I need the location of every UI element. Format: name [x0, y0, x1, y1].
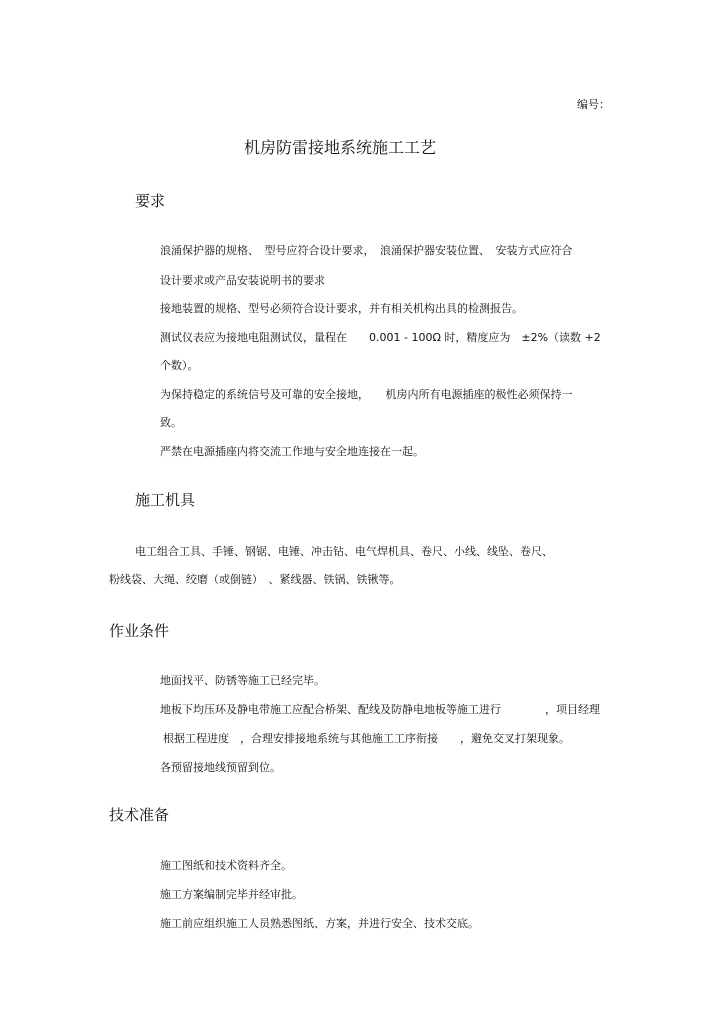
- paragraph-line: 测试仪表应为接地电阻测试仪，量程在 0.001 - 100Ω 时，精度应为 ±2%（读数 +2: [160, 331, 601, 344]
- paragraph-line: 根据工程进度 ，合理安排接地系统与其他施工工序衔接 ，避免交叉打架现象。: [163, 732, 570, 745]
- paragraph-line: 设计要求或产品安装说明书的要求: [160, 274, 325, 287]
- section-heading-requirements: 要求: [135, 192, 166, 210]
- paragraph-line: 地面找平、防锈等施工已经完毕。: [160, 674, 325, 687]
- doc-number-label: 编号：: [577, 98, 610, 111]
- paragraph-line: 浪涌保护器的规格、 型号应符合设计要求， 浪涌保护器安装位置、 安装方式应符合: [160, 244, 573, 257]
- paragraph-line: 地板下均压环及静电带施工应配合桥架、配线及防静电地板等施工进行 ，项目经理: [160, 703, 600, 716]
- paragraph-line: 粉线袋、大绳、绞磨（或倒链） 、紧线器、铁锅、铁锹等。: [109, 573, 401, 586]
- paragraph-line: 施工图纸和技术资料齐全。: [160, 859, 292, 872]
- paragraph-line: 各预留接地线预留到位。: [160, 761, 281, 774]
- section-heading-work-conditions: 作业条件: [109, 622, 170, 640]
- paragraph-line: 接地装置的规格、型号必须符合设计要求，并有相关机构出具的检测报告。: [160, 302, 523, 315]
- paragraph-line: 施工方案编制完毕并经审批。: [160, 888, 303, 901]
- section-heading-tools: 施工机具: [135, 491, 196, 509]
- paragraph-line: 致。: [160, 416, 182, 429]
- paragraph-line: 个数）。: [160, 359, 199, 372]
- section-heading-tech-prep: 技术准备: [109, 806, 170, 824]
- document-title: 机房防雷接地系统施工工艺: [244, 138, 437, 157]
- paragraph-line: 为保持稳定的系统信号及可靠的安全接地， 机房内所有电源插座的极性必须保持一: [160, 388, 573, 401]
- paragraph-line: 施工前应组织施工人员熟悉图纸、方案，并进行安全、技术交底。: [160, 917, 479, 930]
- paragraph-line: 严禁在电源插座内将交流工作地与安全地连接在一起。: [160, 445, 424, 458]
- paragraph-line: 电工组合工具、手锤、钢锯、电锤、冲击钻、电气焊机具、卷尺、小线、线坠、卷尺、: [135, 545, 553, 558]
